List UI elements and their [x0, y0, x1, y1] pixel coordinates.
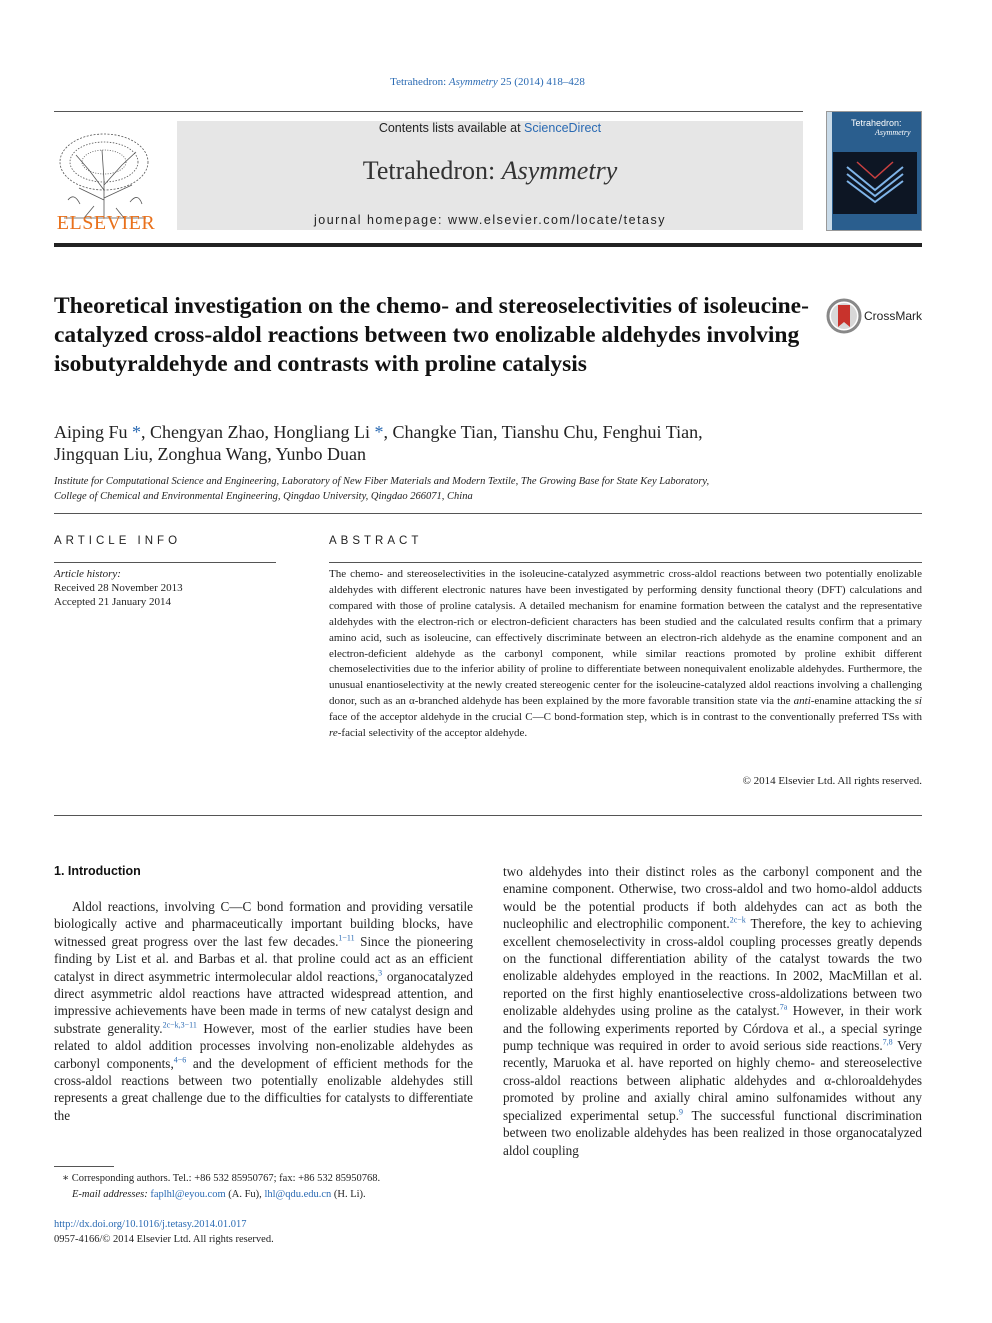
intro-text: Very recently, Maruoka et al. have reported on highly chemo- and stereoselective cross-aldol reactions between aliphatic aldehydes and α-chloroaldehydes promoted by proline and axially chiral amino sulfonamides without any specialized experimental setup.: [503, 1038, 922, 1123]
journal-citation[interactable]: [0, 76, 975, 88]
corresponding-author-mark[interactable]: *: [132, 422, 142, 442]
header-rule: [54, 111, 803, 112]
abstract-si: si: [914, 695, 922, 708]
abstract-re: re: [329, 727, 338, 740]
abstract-heading: ABSTRACT: [329, 535, 423, 547]
citation-ref[interactable]: 3: [378, 968, 383, 978]
email-link-fu[interactable]: faplhl@eyou.com: [150, 1189, 226, 1200]
citation-suffix: 25 (2014) 418–428: [497, 76, 585, 88]
intro-text: Aldol reactions, involving C—C bond formation and providing versatile biologically active and pharmaceutically important building blocks, have witnessed great progress over the last few decades.: [54, 899, 473, 949]
citation-ref[interactable]: 2c−k: [729, 915, 746, 925]
citation-ref[interactable]: 9: [679, 1107, 683, 1117]
accepted-date: Accepted 21 January 2014: [54, 596, 171, 608]
contents-line: [177, 121, 803, 135]
authors-rest: , Changke Tian, Tianshu Chu, Fenghui Tian,: [383, 422, 703, 442]
author-fu: Aiping Fu: [54, 422, 128, 442]
doi-link[interactable]: http://dx.doi.org/10.1016/j.tetasy.2014.01.017: [54, 1219, 247, 1230]
article-info-rule: [54, 562, 276, 563]
journal-homepage-link[interactable]: journal homepage: www.elsevier.com/locate/tetasy: [313, 213, 666, 227]
citation-journal: Asymmetry: [448, 76, 498, 88]
intro-text: organocatalyzed direct asymmetric aldol reactions have attracted widespread attention, and impressive achievements have been made in terms of new catalyst design and substrate generality.: [54, 968, 473, 1036]
doi-block: [54, 1217, 274, 1247]
abstract-part3: face of the acceptor aldehyde in the crucial C—C bond-formation step, which is in contrast to the conventionally preferred TSs with: [329, 711, 922, 724]
intro-text: The successful functional discrimination between two enolizable aldehydes has been realized in those organocatalyzed aldol coupling: [503, 1107, 922, 1158]
affiliation-line2: College of Chemical and Environmental Engineering, Qingdao University, Qingdao 266071, China: [54, 491, 473, 502]
abstract-part1: The chemo- and stereoselectivities in the isoleucine-catalyzed asymmetric cross-aldol reactions between two potentially enolizable aldehydes with different electronic natures have been investigated by performing density functional theory (DFT) calculations and compared with those of proline catalysis. A detailed mechanism for enamine formation between the catalyst and the representative aldehydes with the electron-rich or electron-deficient characters has been studied and the calculated results confirm that a primary amino acid, such as isoleucine, can effectively discriminate between an electron-rich aldehyde as the enamine component and an electron-deficient aldehyde as the carbonyl component, while similar reactions promoted by proline exhibit different chemoselectivities due to the inferior ability of proline to differentiate between nonequivalent enolizable aldehydes. Furthermore, the unusual enantioselectivity at the newly created stereogenic center for the isoleucine-catalyzed aldol reactions involving a challenging donor, such as an α-branched aldehyde has been explained by the more favorable transition state via the: [329, 568, 922, 708]
abstract-part4: -facial selectivity of the acceptor aldehyde.: [337, 727, 528, 740]
journal-title-italic: Asymmetry: [501, 156, 618, 185]
intro-text: and the development of efficient methods for the cross-aldol reactions between two potentially enolizable aldehydes still represents a great challenge due to the difficulties for catalysts to differentiate the: [54, 1055, 473, 1123]
footnote-corr: Corresponding authors. Tel.: +86 532 85950767; fax: +86 532 85950768.: [71, 1173, 381, 1184]
citation-ref[interactable]: 2c−k,3−11: [162, 1020, 197, 1030]
authors-mid: , Chengyan Zhao, Hongliang Li: [141, 422, 370, 442]
section-rule: [54, 513, 922, 514]
email-label: E-mail addresses:: [72, 1189, 148, 1200]
email-link-li[interactable]: lhl@qdu.edu.cn: [264, 1189, 332, 1200]
abstract-anti: anti: [793, 695, 811, 708]
citation-ref[interactable]: 7a: [779, 1002, 788, 1012]
journal-title-plain: Tetrahedron:: [362, 156, 502, 185]
body-column-right: [503, 863, 922, 1159]
authors-line2: Jingquan Liu, Zonghua Wang, Yunbo Duan: [54, 444, 367, 464]
citation-prefix: Tetrahedron:: [390, 76, 449, 88]
abstract-rule: [329, 562, 922, 563]
header-thick-rule: [54, 243, 922, 247]
abstract-part2: -enamine attacking the: [810, 695, 915, 708]
journal-cover-image[interactable]: [826, 111, 922, 231]
contents-prefix: Contents lists available at: [378, 121, 525, 135]
article-info-heading: ARTICLE INFO: [54, 535, 182, 547]
body-column-left: [54, 898, 473, 1124]
body-rule: [54, 815, 922, 816]
email1-owner: (A. Fu),: [225, 1189, 265, 1200]
crossmark-label[interactable]: CrossMark: [864, 309, 923, 323]
section-heading-introduction: 1. Introduction: [54, 864, 141, 878]
footnote-asterisk: ∗: [62, 1173, 72, 1184]
intro-text: However, in their work and the following experiments reported by Córdova et al., a special syringe pump technique was required in order to avoid serious side reactions.: [503, 1003, 922, 1054]
sciencedirect-link[interactable]: ScienceDirect: [524, 121, 602, 135]
abstract-copyright: © 2014 Elsevier Ltd. All rights reserved.: [742, 775, 922, 787]
abstract-text: [329, 567, 922, 742]
intro-text: Therefore, the key to achieving excellent chemoselectivity in cross-aldol coupling processes greatly depends on the functional differentiation ability of the catalyst towards the two enolizable aldehydes employed in the reactions. In 2002, MacMillan et al. reported on the first highly enantioselective cross-aldolizations between two enolizable aldehydes using proline as the catalyst.: [503, 916, 922, 1019]
citation-ref[interactable]: 1−11: [338, 933, 355, 943]
cover-title-1: Tetrahedron:: [851, 118, 902, 128]
affiliation-line1: Institute for Computational Science and Engineering, Laboratory of New Fiber Materials and Modern Textile, The Growing Base for State Key Laboratory,: [54, 476, 710, 487]
history-label: Article history:: [54, 568, 121, 580]
intro-text: Since the pioneering finding by List et al. and Barbas et al. that proline could act as an efficient catalyst in direct asymmetric intermolecular aldol reactions,: [54, 933, 473, 984]
intro-text: However, most of the earlier studies have been related to aldol addition processes involving non-enolizable aldehydes as carbonyl components,: [54, 1020, 474, 1071]
corresponding-author-mark[interactable]: *: [374, 422, 384, 442]
article-history: [54, 567, 183, 609]
article-title: Theoretical investigation on the chemo- and stereoselectivities of isoleucine-catalyzed cross-aldol reactions between two enolizable aldehydes involving isobutyraldehyde and contrasts with proline catalysis: [54, 293, 809, 377]
received-date: Received 28 November 2013: [54, 582, 183, 594]
corresponding-footnote: [54, 1171, 474, 1203]
crossmark-icon[interactable]: [826, 298, 862, 334]
affiliation: [54, 474, 844, 504]
journal-title: [177, 156, 803, 186]
footnote-rule: [54, 1166, 114, 1167]
author-list: [54, 421, 834, 465]
citation-ref[interactable]: 4−6: [173, 1055, 187, 1065]
cover-art: [827, 112, 922, 231]
publisher-logo-text: ELSEVIER: [56, 212, 156, 234]
citation-ref[interactable]: 7,8: [882, 1037, 893, 1047]
intro-text: two aldehydes into their distinct roles as the carbonyl component and the enamine component. Otherwise, two cross-aldol and two homo-aldol adducts would be the potential products if both aldehydes can act as both the nucleophilic and electrophilic component.: [503, 864, 922, 932]
cover-title-2: Asymmetry: [875, 128, 911, 137]
issn-line: 0957-4166/© 2014 Elsevier Ltd. All rights reserved.: [54, 1234, 274, 1245]
email2-owner: (H. Li).: [331, 1189, 366, 1200]
